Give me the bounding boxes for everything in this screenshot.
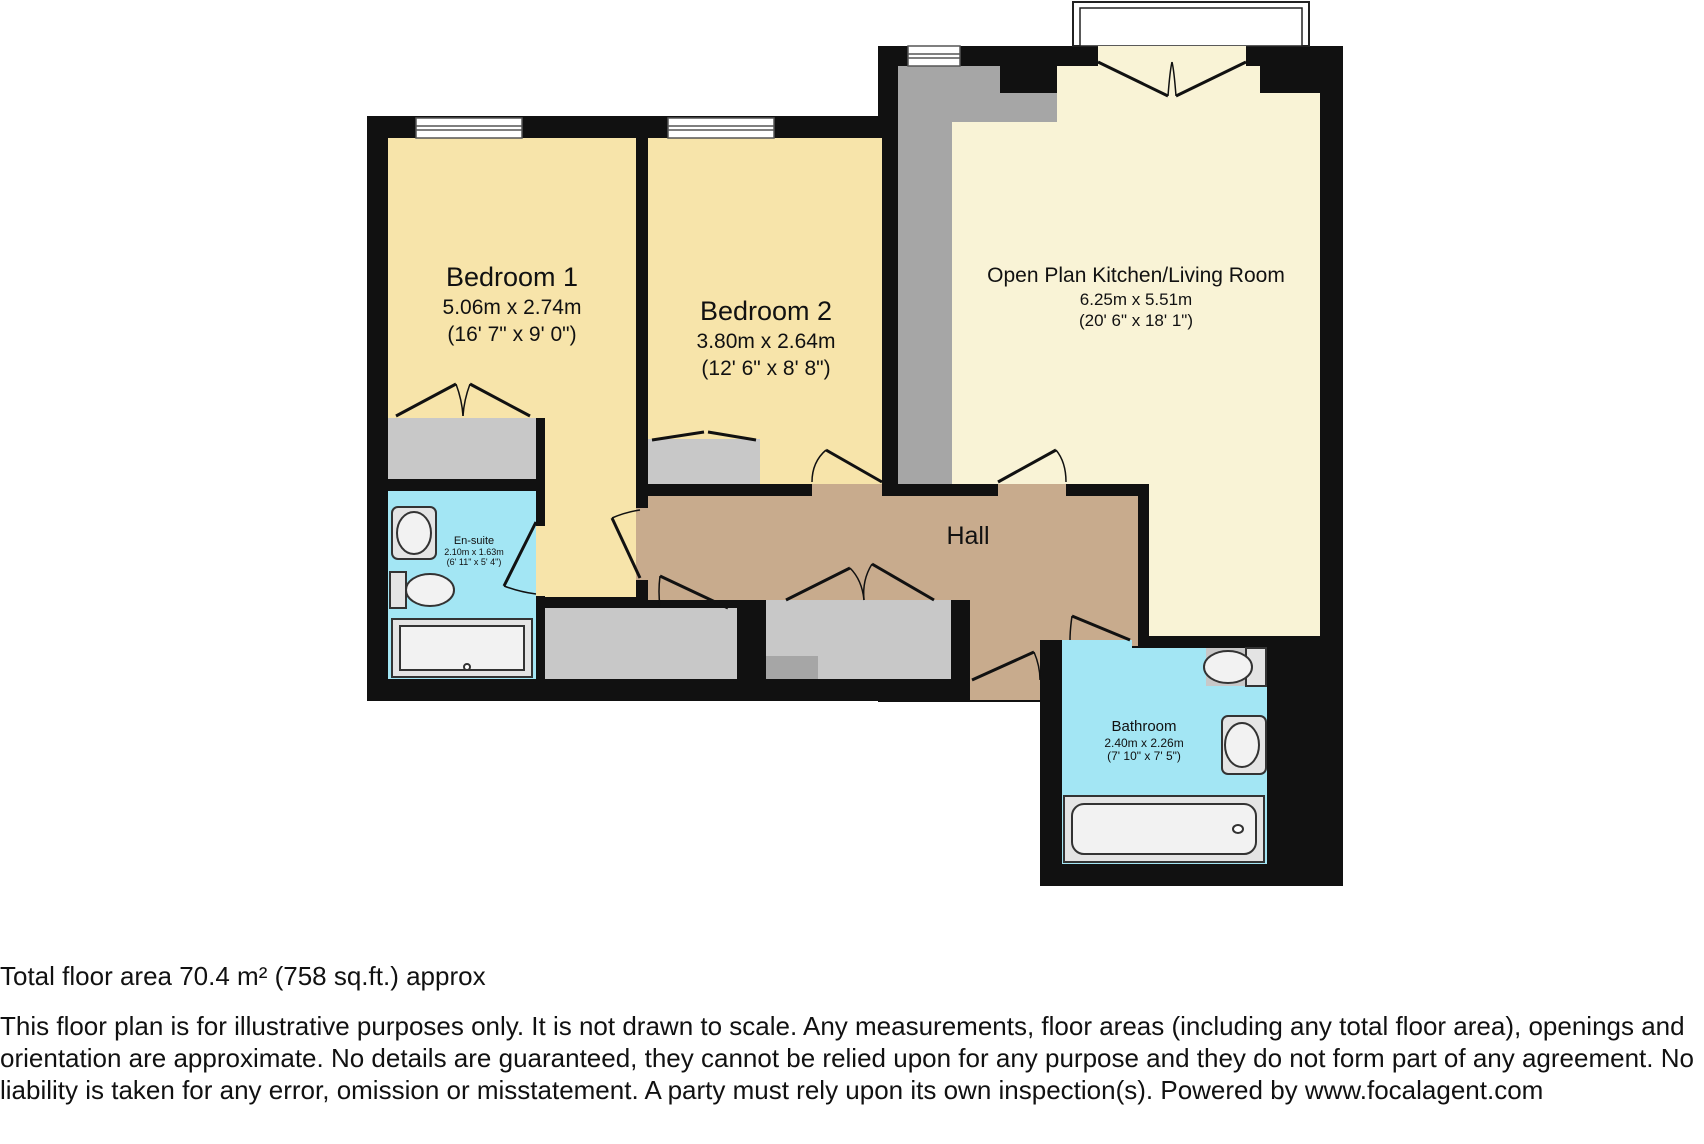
bedroom-2-name: Bedroom 2 bbox=[699, 296, 833, 326]
bedroom-1-name: Bedroom 1 bbox=[445, 262, 579, 292]
label-hall bbox=[946, 522, 989, 550]
living-room-imperial: (20' 6" x 18' 1") bbox=[1078, 311, 1194, 330]
total-floor-area: Total floor area 70.4 m² (758 sq.ft.) approx bbox=[0, 961, 486, 991]
bedroom-2-imperial: (12' 6" x 8' 8") bbox=[701, 357, 831, 380]
bedroom-1-metric: 5.06m x 2.74m bbox=[442, 296, 582, 319]
ensuite-name: En-suite bbox=[453, 535, 495, 547]
living-room-metric: 6.25m x 5.51m bbox=[1079, 290, 1193, 309]
label-bedroom-1 bbox=[443, 262, 582, 346]
disclaimer-text: This floor plan is for illustrative purposes only. It is not drawn to scale. Any measurements, floor areas (including any total floor area), openings and orientation are approximate. No details are guaranteed, they cannot be relied upon for any purpose and they do not form part of any agreement. No liability is taken for any error, omission or misstatement. A party must rely upon its own inspection(s). Powered by www.focalagent.com bbox=[0, 1011, 1694, 1105]
bathroom-name: Bathroom bbox=[1111, 718, 1177, 735]
bedroom-2-metric: 3.80m x 2.64m bbox=[696, 330, 836, 353]
ensuite-metric: 2.10m x 1.63m bbox=[444, 547, 504, 557]
hall-name: Hall bbox=[946, 522, 990, 550]
label-bathroom bbox=[1104, 718, 1183, 763]
label-bedroom-2 bbox=[697, 296, 836, 380]
living-room-name: Open Plan Kitchen/Living Room bbox=[987, 264, 1285, 287]
ensuite-imperial: (6' 11" x 5' 4") bbox=[446, 557, 502, 567]
ensuite-toilet bbox=[390, 572, 406, 608]
bedroom-1-imperial: (16' 7" x 9' 0") bbox=[447, 323, 577, 346]
bathroom-metric: 2.40m x 2.26m bbox=[1104, 736, 1184, 750]
bathroom-imperial: (7' 10" x 7' 5") bbox=[1107, 749, 1181, 763]
living-room-column bbox=[898, 66, 952, 484]
